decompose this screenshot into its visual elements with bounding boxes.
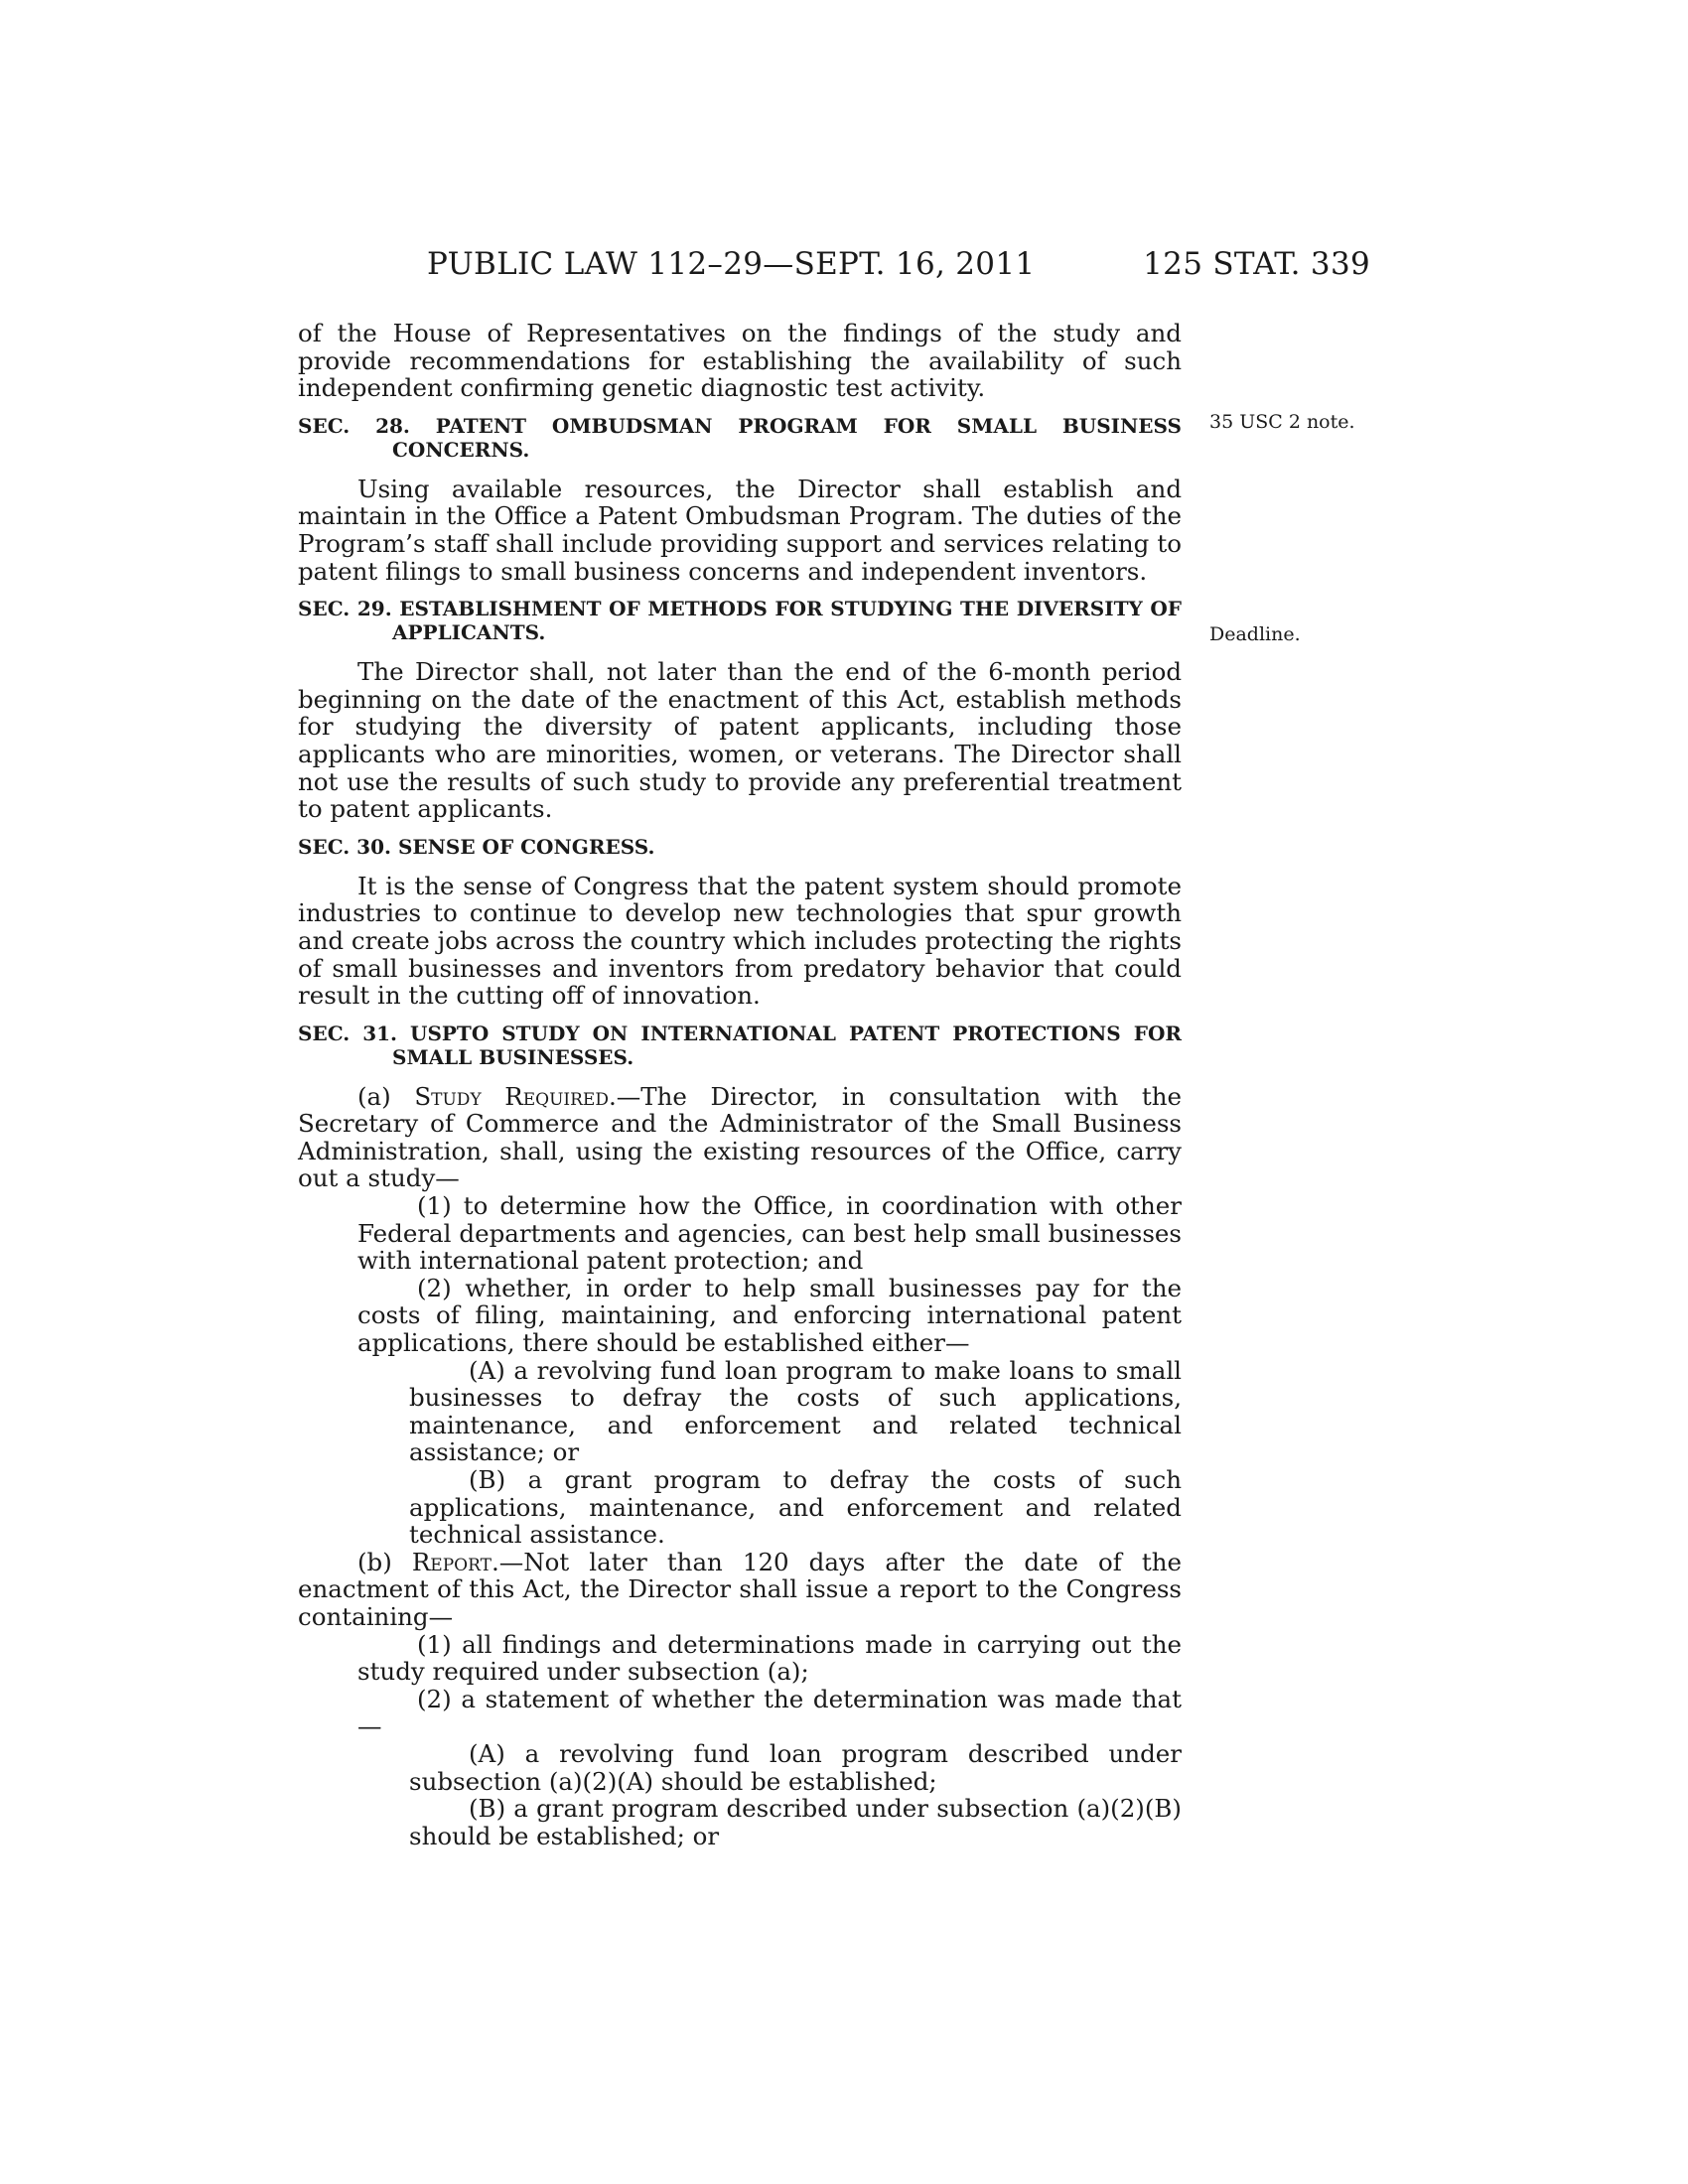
subparagraph-a2A: (A) a revolving fund loan program to make loans to small businesses to defray the costs of such applications, maintenance, and enforcement and related technical assistance; or [409, 1355, 1182, 1467]
continuation-paragraph: of the House of Representatives on the findings of the study and provide recommendations for establishing the availability of such independent confirming genetic diagnostic test activity. [298, 319, 1182, 403]
statute-page-number: 125 STAT. 339 [1143, 246, 1370, 282]
section-30-text: It is the sense of Congress that the patent system should promote industries to continue to develop new technologies that spur growth and create jobs across the country which includes protecting the rights of small businesses and inventors from predatory behavior that could result in the cutting off of innovation. [298, 871, 1182, 1011]
subsection-b [298, 1549, 1182, 1631]
paragraph-a1: (1) to determine how the Office, in coordination with other Federal departments and agencies, can best help small businesses with international patent protection; and [357, 1191, 1182, 1276]
margin-note-sec28: 35 USC 2 note. [1209, 411, 1355, 433]
page-header [298, 246, 1370, 286]
subsection-b-caption: Report [411, 1547, 492, 1576]
subparagraph-b2B: (B) a grant program described under subsection (a)(2)(B) should be established; or [409, 1794, 1182, 1850]
paragraph-a2: (2) whether, in order to help small businesses pay for the costs of filing, maintaining, and enforcing international patent applications, there should be established either— [357, 1273, 1182, 1358]
subparagraph-b2A: (A) a revolving fund loan program described under subsection (a)(2)(A) should be established; [409, 1738, 1182, 1796]
section-28-heading: SEC. 28. PATENT OMBUDSMAN PROGRAM FOR SMALL BUSINESS CONCERNS. [298, 413, 1182, 462]
subsection-a-caption: Study Required [414, 1081, 609, 1111]
section-30-heading: SEC. 30. SENSE OF CONGRESS. [298, 834, 655, 859]
subsection-b-text: .—Not later than 120 days after the date of the enactment of this Act, the Director shall issue a report to the Congress containing— [298, 1547, 1182, 1631]
running-head-title: PUBLIC LAW 112–29—SEPT. 16, 2011 [427, 246, 1036, 282]
subparagraph-a2B: (B) a grant program to defray the costs of such applications, maintenance, and enforcement and related technical assistance. [409, 1465, 1182, 1550]
paragraph-b2: (2) a statement of whether the determination was made that— [357, 1684, 1182, 1741]
section-31-heading: SEC. 31. USPTO STUDY ON INTERNATIONAL PATENT PROTECTIONS FOR SMALL BUSINESSES. [298, 1021, 1182, 1069]
document-body [298, 320, 1182, 1849]
subsection-a [298, 1083, 1182, 1192]
paragraph-b1: (1) all findings and determinations made in carrying out the study required under subsection (a); [357, 1629, 1182, 1687]
section-28-text: Using available resources, the Director shall establish and maintain in the Office a Patent Ombudsman Program. The duties of the Program’s staff shall include providing support and services relating to patent filings to small business concerns and independent inventors. [298, 474, 1182, 586]
subsection-a-prefix: (a) [357, 1081, 391, 1111]
subsection-a-text: .—The Director, in consultation with the Secretary of Commerce and the Administrator of the Small Business Administration, shall, using the existing resources of the Office, carry out a study— [298, 1081, 1183, 1193]
section-29-text: The Director shall, not later than the end of the 6-month period beginning on the date of the enactment of this Act, establish methods for studying the diversity of patent applicants, including those applicants who are minorities, women, or veterans. The Director shall not use the results of such study to provide any preferential treatment to patent applicants. [298, 657, 1182, 824]
section-29-heading: SEC. 29. ESTABLISHMENT OF METHODS FOR STUDYING THE DIVERSITY OF APPLICANTS. [298, 597, 1182, 645]
margin-note-sec29: Deadline. [1209, 623, 1301, 645]
subsection-b-prefix: (b) [357, 1547, 392, 1576]
